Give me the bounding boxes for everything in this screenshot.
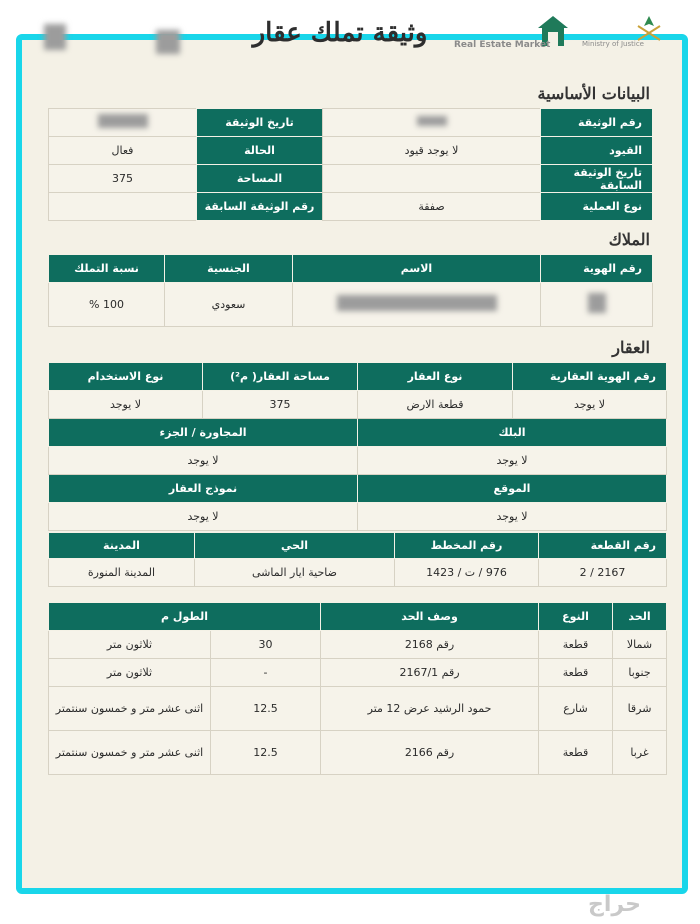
boundary-desc: رقم 2168	[321, 631, 539, 659]
district-header: الحي	[195, 533, 395, 559]
plot-number-header: رقم القطعة	[539, 533, 667, 559]
redacted-area	[588, 293, 606, 313]
block-header: البلك	[358, 419, 667, 447]
boundary-length-text: ثلاثون متر	[49, 659, 211, 687]
property-area-value: 375	[203, 391, 358, 419]
district-value: ضاحية ايار الماشى	[195, 559, 395, 587]
owner-id-header: رقم الهوية	[541, 255, 653, 283]
boundary-length-text: ثلاثون متر	[49, 631, 211, 659]
area-label: المساحة	[197, 165, 323, 193]
owner-share-value: 100 %	[49, 283, 165, 327]
boundary-side: جنوبا	[613, 659, 667, 687]
property-id-value: لا يوجد	[513, 391, 667, 419]
boundary-type: شارع	[539, 687, 613, 731]
property-type-value: قطعة الارض	[358, 391, 513, 419]
boundary-length: -	[211, 659, 321, 687]
owner-name-header: الاسم	[293, 255, 541, 283]
prev-doc-date-label: تاريخ الوثيقة السابقة	[541, 165, 653, 193]
brand-label: Real Estate Market	[454, 40, 551, 50]
document-title: وثيقة تملك عقار	[252, 18, 428, 48]
boundary-length: 12.5	[211, 731, 321, 775]
adjacent-value: لا يوجد	[49, 447, 358, 475]
boundary-length-text: اثنى عشر متر و خمسون سنتمتر	[49, 687, 211, 731]
prev-doc-date-value	[323, 165, 541, 193]
property-table	[48, 362, 667, 531]
usage-type-value: لا يوجد	[49, 391, 203, 419]
property-area-header: مساحة العقار( م²)	[203, 363, 358, 391]
redacted-area	[337, 295, 497, 311]
boundary-type-header: النوع	[539, 603, 613, 631]
model-value: لا يوجد	[49, 503, 358, 531]
boundaries-table	[48, 602, 667, 775]
city-header: المدينة	[49, 533, 195, 559]
property-type-header: نوع العقار	[358, 363, 513, 391]
status-value: فعال	[49, 137, 197, 165]
area-value: 375	[49, 165, 197, 193]
section-property-title: العقار	[612, 338, 650, 357]
adjacent-header: المجاورة / الجزء	[49, 419, 358, 447]
restrictions-label: القيود	[541, 137, 653, 165]
operation-type-value: صفقة	[323, 193, 541, 221]
boundary-side-header: الحد	[613, 603, 667, 631]
redacted-area	[156, 30, 180, 54]
boundary-type: قطعة	[539, 659, 613, 687]
section-owners-title: الملاك	[608, 230, 650, 249]
doc-date-value	[49, 109, 197, 137]
redacted-area	[417, 116, 447, 126]
owners-table	[48, 254, 653, 327]
owner-id-value	[541, 283, 653, 327]
boundary-side: غربا	[613, 731, 667, 775]
status-label: الحالة	[197, 137, 323, 165]
scheme-number-value: 976 / ت / 1423	[395, 559, 539, 587]
operation-type-label: نوع العملية	[541, 193, 653, 221]
location-value: لا يوجد	[358, 503, 667, 531]
usage-type-header: نوع الاستخدام	[49, 363, 203, 391]
boundary-length-header: الطول م	[49, 603, 321, 631]
table-row	[49, 659, 667, 687]
owner-name-value	[293, 283, 541, 327]
doc-number-label: رقم الوثيقة	[541, 109, 653, 137]
owner-nationality-header: الجنسية	[165, 255, 293, 283]
watermark: حراج	[588, 892, 641, 917]
doc-date-label: تاريخ الوثيقة	[197, 109, 323, 137]
boundary-type: قطعة	[539, 631, 613, 659]
block-value: لا يوجد	[358, 447, 667, 475]
property-id-header: رقم الهوية العقارية	[513, 363, 667, 391]
boundary-desc: رقم 2166	[321, 731, 539, 775]
boundary-length: 12.5	[211, 687, 321, 731]
boundary-desc: رقم 2167/1	[321, 659, 539, 687]
location-header: الموقع	[358, 475, 667, 503]
boundary-desc-header: وصف الحد	[321, 603, 539, 631]
restrictions-value: لا يوجد قيود	[323, 137, 541, 165]
owner-nationality-value: سعودي	[165, 283, 293, 327]
scheme-number-header: رقم المخطط	[395, 533, 539, 559]
boundary-side: شمالا	[613, 631, 667, 659]
plot-number-value: 2167 / 2	[539, 559, 667, 587]
redacted-area	[98, 114, 148, 128]
boundary-length: 30	[211, 631, 321, 659]
prev-doc-number-label: رقم الوثيقة السابقة	[197, 193, 323, 221]
basic-data-table	[48, 108, 653, 221]
prev-doc-number-value	[49, 193, 197, 221]
redacted-area	[44, 24, 66, 50]
model-header: نموذج العقار	[49, 475, 358, 503]
table-row	[49, 731, 667, 775]
table-row	[49, 631, 667, 659]
doc-number-value	[323, 109, 541, 137]
city-value: المدينة المنورة	[49, 559, 195, 587]
owner-share-header: نسبة التملك	[49, 255, 165, 283]
boundary-length-text: اثنى عشر متر و خمسون سنتمتر	[49, 731, 211, 775]
ministry-label: Ministry of Justice	[582, 40, 644, 48]
section-basic-title: البيانات الأساسية	[537, 84, 650, 103]
table-row	[49, 687, 667, 731]
property-plot-table	[48, 532, 667, 587]
boundary-side: شرقا	[613, 687, 667, 731]
boundary-desc: حمود الرشيد عرض 12 متر	[321, 687, 539, 731]
boundary-type: قطعة	[539, 731, 613, 775]
